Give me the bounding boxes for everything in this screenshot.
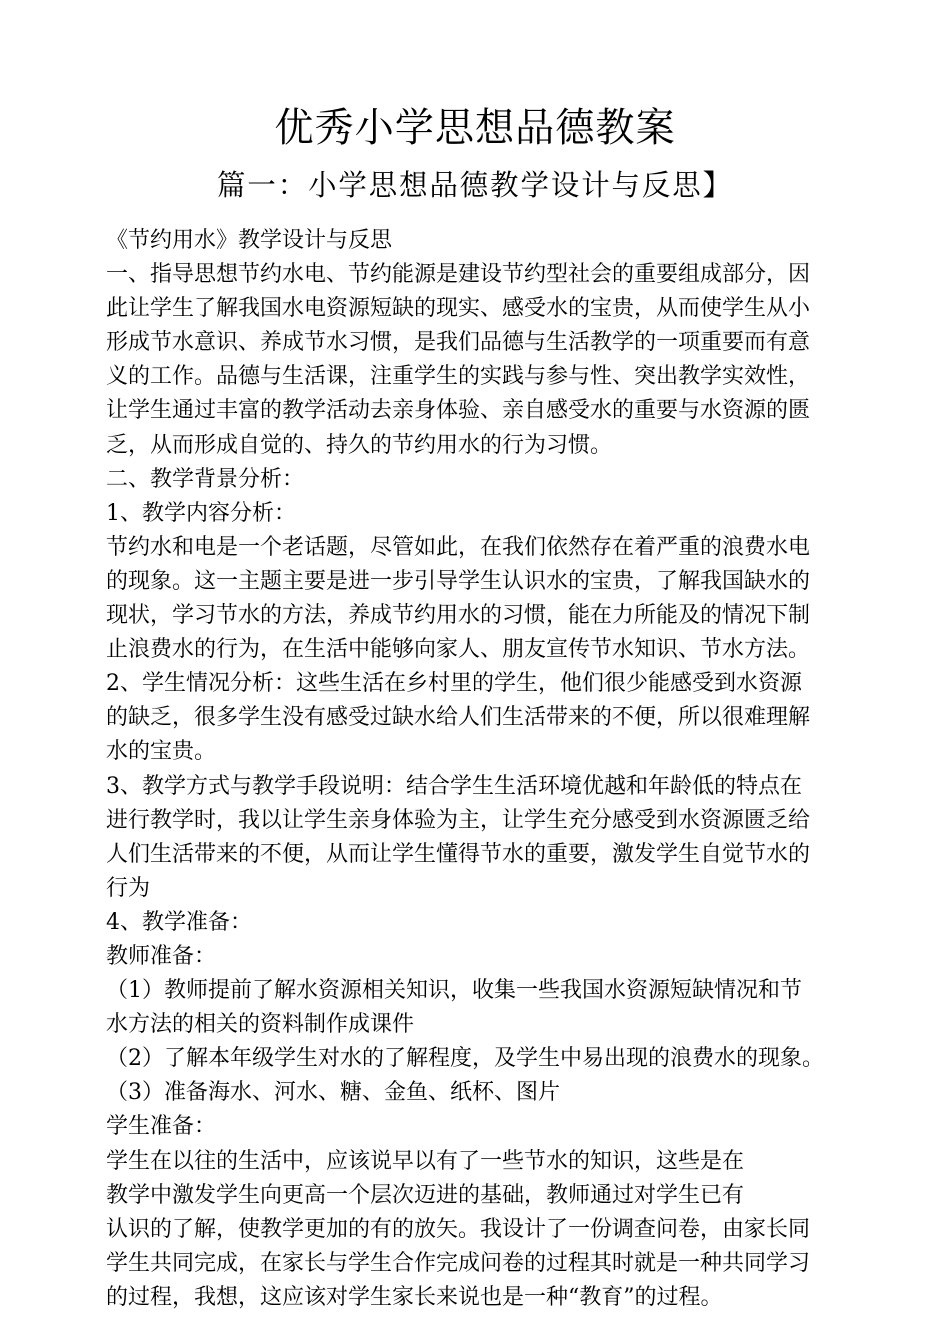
body-line bbox=[106, 394, 866, 428]
body-line bbox=[106, 497, 866, 531]
body-line-text: 二、教学背景分析： bbox=[106, 466, 305, 492]
body-line bbox=[106, 667, 866, 701]
body-line bbox=[106, 735, 866, 769]
body-line-text: 行为 bbox=[106, 875, 151, 901]
body-line bbox=[106, 974, 866, 1008]
document-title: 优秀小学思想品德教案 bbox=[274, 105, 676, 151]
body-line-text: 《节约用水》教学设计与反思 bbox=[106, 228, 393, 253]
body-line-text: 学生准备： bbox=[106, 1114, 217, 1140]
body-line-text: 的现象。这一主题主要是进一步引导学生认识水的宝贵，了解我国缺水的 bbox=[106, 568, 811, 594]
body-line bbox=[106, 701, 866, 735]
body-line bbox=[106, 1110, 866, 1144]
body-line-text: 水的宝贵。 bbox=[106, 739, 217, 765]
body-line-text: 一、指导思想节约水电、节约能源是建设节约型社会的重要组成部分，因 bbox=[106, 262, 811, 288]
body-line-text: 教师准备： bbox=[106, 943, 217, 969]
body-line bbox=[106, 599, 866, 633]
body-line bbox=[106, 633, 866, 667]
body-line bbox=[106, 429, 866, 463]
body-line bbox=[106, 258, 866, 292]
document-subtitle: 篇一：小学思想品德教学设计与反思】 bbox=[217, 168, 733, 202]
body-line-text: 的过程，我想，这应该对学生家长来说也是一种“教育”的过程。 bbox=[106, 1284, 723, 1310]
body-line-text: 人们生活带来的不便，从而让学生懂得节水的重要，激发学生自觉节水的 bbox=[106, 841, 811, 867]
body-line bbox=[106, 906, 866, 940]
body-line bbox=[106, 940, 866, 974]
body-line bbox=[106, 565, 866, 599]
body-line bbox=[106, 531, 866, 565]
body-line-text: 学生在以往的生活中，应该说早以有了一些节水的知识，这些是在 bbox=[106, 1148, 745, 1174]
body-line-text: （1）教师提前了解水资源相关知识，收集一些我国水资源短缺情况和节 bbox=[106, 978, 802, 1004]
body-line-text: 义的工作。品德与生活课，注重学生的实践与参与性、突出教学实效性， bbox=[106, 364, 811, 390]
body-line bbox=[106, 1213, 866, 1247]
body-line-text: 学生共同完成，在家长与学生合作完成问卷的过程其时就是一种共同学习 bbox=[106, 1250, 811, 1276]
body-line-text: 现状，学习节水的方法，养成节约用水的习惯，能在力所能及的情况下制 bbox=[106, 603, 811, 629]
body-line-text: 4、教学准备： bbox=[106, 909, 252, 935]
body-line bbox=[106, 326, 866, 360]
body-line-text: 节约水和电是一个老话题，尽管如此，在我们依然存在着严重的浪费水电 bbox=[106, 534, 811, 560]
body-line bbox=[106, 770, 866, 804]
body-line-text: 认识的了解，使教学更加的有的放矢。我设计了一份调查问卷，由家长同 bbox=[106, 1216, 811, 1242]
body-line bbox=[106, 1145, 866, 1179]
document-body bbox=[106, 224, 866, 1315]
body-line-text: 进行教学时，我以让学生亲身体验为主，让学生充分感受到水资源匮乏给 bbox=[106, 807, 811, 833]
body-line-text: 此让学生了解我国水电资源短缺的现实、感受水的宝贵，从而使学生从小 bbox=[106, 296, 811, 322]
body-line bbox=[106, 463, 866, 497]
body-line-text: 的缺乏，很多学生没有感受过缺水给人们生活带来的不便，所以很难理解 bbox=[106, 705, 811, 731]
body-line-text: 止浪费水的行为，在生活中能够向家人、朋友宣传节水知识、节水方法。 bbox=[106, 637, 811, 663]
body-line-text: 让学生通过丰富的教学活动去亲身体验、亲自感受水的重要与水资源的匮 bbox=[106, 398, 811, 424]
body-line-text: 形成节水意识、养成节水习惯，是我们品德与生活教学的一项重要而有意 bbox=[106, 330, 811, 356]
body-line-text: 3、教学方式与教学手段说明：结合学生生活环境优越和年龄低的特点在 bbox=[106, 773, 802, 799]
body-line bbox=[106, 872, 866, 906]
body-line-text: 乏，从而形成自觉的、持久的节约用水的行为习惯。 bbox=[106, 432, 613, 458]
body-line-text: 2、学生情况分析：这些生活在乡村里的学生，他们很少能感受到水资源 bbox=[106, 671, 802, 697]
body-line-text: 教学中激发学生向更高一个层次迈进的基础，教师通过对学生已有 bbox=[106, 1182, 745, 1208]
body-line-text: （3）准备海水、河水、糖、金鱼、纸杯、图片 bbox=[106, 1080, 560, 1106]
body-line bbox=[106, 292, 866, 326]
body-line bbox=[106, 360, 866, 394]
body-line bbox=[106, 1179, 866, 1213]
body-line bbox=[106, 1247, 866, 1281]
body-line bbox=[106, 838, 866, 872]
body-line bbox=[106, 804, 866, 838]
body-line-text: 1、教学内容分析： bbox=[106, 500, 296, 526]
body-line bbox=[106, 1281, 866, 1315]
body-line bbox=[106, 1076, 866, 1110]
body-line bbox=[106, 1042, 866, 1076]
body-line-text: （2）了解本年级学生对水的了解程度，及学生中易出现的浪费水的现象。 bbox=[106, 1046, 824, 1072]
body-line-text: 水方法的相关的资料制作成课件 bbox=[106, 1012, 415, 1038]
body-line bbox=[106, 224, 866, 258]
body-line bbox=[106, 1008, 866, 1042]
